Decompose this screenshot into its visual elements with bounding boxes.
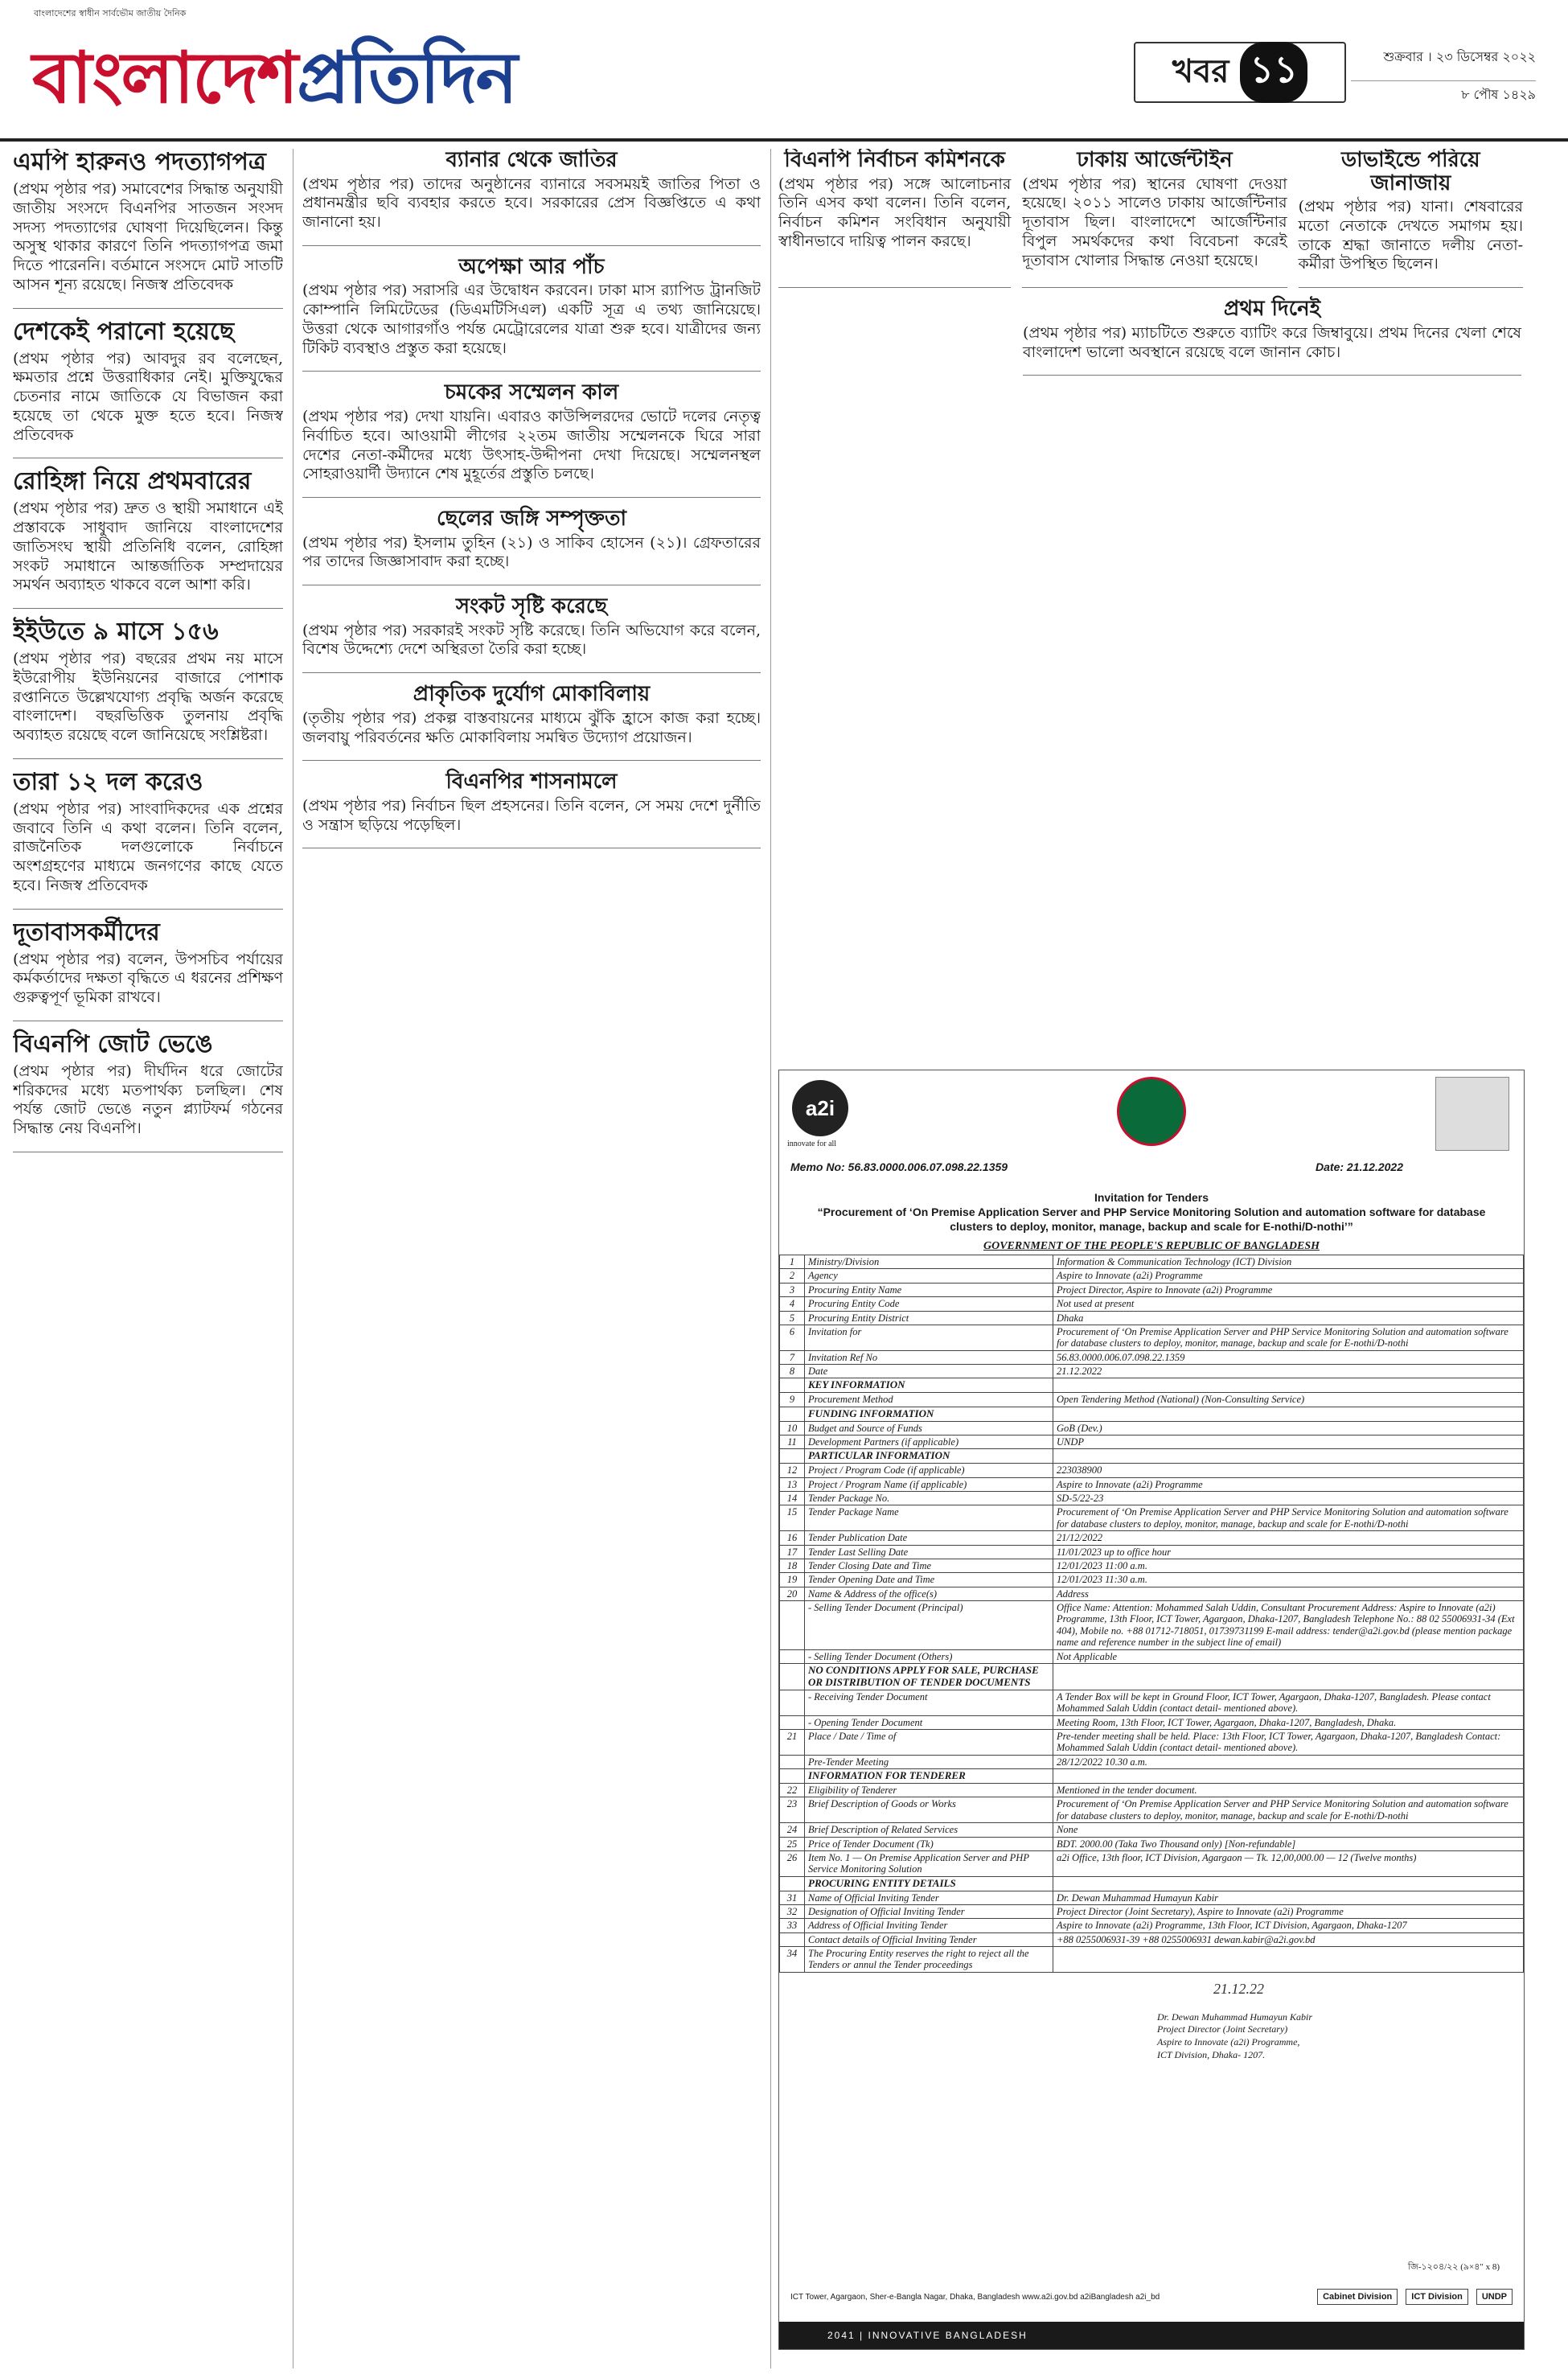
ad-code: জি-১২০৪/২২ (৯×৪" x 8) bbox=[1407, 2262, 1500, 2272]
tender-cell: Procuring Entity Code bbox=[805, 1297, 1053, 1311]
story-headline: ব্যানার থেকে জাতির bbox=[445, 149, 618, 172]
tender-row bbox=[780, 1797, 1524, 1823]
tender-cell: 22 bbox=[780, 1784, 805, 1797]
tender-row bbox=[780, 1587, 1524, 1600]
tender-cell: 7 bbox=[780, 1350, 805, 1364]
ad-footer bbox=[779, 2277, 1524, 2317]
news-story[interactable] bbox=[302, 256, 761, 372]
tender-cell: 56.83.0000.006.07.098.22.1359 bbox=[1053, 1350, 1524, 1364]
tender-cell: - Selling Tender Document (Others) bbox=[805, 1649, 1053, 1663]
tender-row bbox=[780, 1255, 1524, 1269]
tender-row bbox=[780, 1407, 1524, 1421]
tender-cell: Place / Date / Time of bbox=[805, 1729, 1053, 1755]
story-body: (প্রথম পৃষ্ঠার পর) স্থানের ঘোষণা দেওয়া হয়েছে। ২০১১ সালেও ঢাকায় আর্জেন্টিনার দূতাবাস ছিল। বাংলাদেশে আর্জেন্টিনার বিপুল সমর্থকদের কথা বিবেচনা করেই দূতাবাস খোলার সিদ্ধান্ত নেওয়া হয়েছে। bbox=[1022, 175, 1287, 269]
tender-cell: PROCURING ENTITY DETAILS bbox=[805, 1876, 1053, 1891]
tender-cell bbox=[1053, 1407, 1524, 1421]
news-story[interactable] bbox=[13, 149, 283, 309]
tender-cell bbox=[780, 1601, 805, 1650]
tender-cell bbox=[1053, 1947, 1524, 1973]
tender-cell: 10 bbox=[780, 1421, 805, 1435]
tender-cell bbox=[780, 1649, 805, 1663]
tender-cell: Tender Opening Date and Time bbox=[805, 1573, 1053, 1587]
tender-cell: The Procuring Entity reserves the right to reject all the Tenders or annul the Tender proceedings bbox=[805, 1947, 1053, 1973]
a2i-logo: a2i bbox=[792, 1080, 848, 1136]
news-story[interactable] bbox=[13, 468, 283, 609]
tender-cell: Budget and Source of Funds bbox=[805, 1421, 1053, 1435]
signature-area bbox=[779, 1973, 1524, 2093]
tender-row bbox=[780, 1891, 1524, 1904]
news-story[interactable] bbox=[778, 149, 1011, 288]
story-body: (প্রথম পৃষ্ঠার পর) ইসলাম তুহিন (২১) ও সাকিব হোসেন (২১)। গ্রেফতারের পর তাদের জিজ্ঞাসাবাদ করা হচ্ছে। bbox=[302, 533, 761, 571]
story-headline: ঢাকায় আর্জেন্টাইন bbox=[1077, 149, 1233, 172]
newspaper-logo[interactable] bbox=[32, 24, 516, 142]
tender-cell: 2 bbox=[780, 1269, 805, 1283]
news-story[interactable] bbox=[302, 595, 761, 673]
date-bangla: ৮ পৌষ ১৪২৯ bbox=[1351, 80, 1536, 106]
tender-cell: 28/12/2022 10.30 a.m. bbox=[1053, 1755, 1524, 1768]
tender-row bbox=[780, 1492, 1524, 1505]
tender-row bbox=[780, 1393, 1524, 1407]
news-story[interactable] bbox=[302, 149, 761, 246]
tender-cell: Ministry/Division bbox=[805, 1255, 1053, 1269]
tender-cell: - Opening Tender Document bbox=[805, 1715, 1053, 1729]
tender-cell: 8 bbox=[780, 1365, 805, 1378]
news-story[interactable] bbox=[13, 919, 283, 1021]
tender-cell: 34 bbox=[780, 1947, 805, 1973]
tender-cell: 3 bbox=[780, 1283, 805, 1296]
tender-cell: BDT. 2000.00 (Taka Two Thousand only) [Non-refundable] bbox=[1053, 1837, 1524, 1850]
tender-cell: Procuring Entity Name bbox=[805, 1283, 1053, 1296]
tender-cell: Meeting Room, 13th Floor, ICT Tower, Agargaon, Dhaka-1207, Bangladesh, Dhaka. bbox=[1053, 1715, 1524, 1729]
memo-date: Date: 21.12.2022 bbox=[1316, 1160, 1403, 1173]
news-story[interactable] bbox=[302, 770, 761, 848]
tender-row bbox=[780, 1283, 1524, 1296]
news-story[interactable] bbox=[302, 507, 761, 585]
story-headline: ডাভাইন্ডে পরিয়ে জানাজায় bbox=[1341, 149, 1480, 195]
date-english: শুক্রবার । ২৩ ডিসেম্বর ২০২২ bbox=[1383, 49, 1536, 64]
tender-cell: 20 bbox=[780, 1587, 805, 1600]
tender-cell: Dr. Dewan Muhammad Humayun Kabir bbox=[1053, 1891, 1524, 1904]
footer-logos bbox=[1317, 2289, 1513, 2305]
tender-cell bbox=[780, 1378, 805, 1393]
tender-cell bbox=[1053, 1876, 1524, 1891]
column-1 bbox=[13, 149, 283, 2368]
tender-cell: 24 bbox=[780, 1823, 805, 1837]
tender-cell: 31 bbox=[780, 1891, 805, 1904]
tender-row bbox=[780, 1904, 1524, 1918]
tender-row bbox=[780, 1365, 1524, 1378]
tender-cell: Agency bbox=[805, 1269, 1053, 1283]
tender-cell: 12/01/2023 11:30 a.m. bbox=[1053, 1573, 1524, 1587]
government-seal-icon bbox=[1117, 1077, 1186, 1146]
tender-cell: KEY INFORMATION bbox=[805, 1378, 1053, 1393]
masthead bbox=[0, 0, 1568, 161]
tender-row bbox=[780, 1784, 1524, 1797]
story-body: (প্রথম পৃষ্ঠার পর) নির্বাচন ছিল প্রহসনের। তিনি বলেন, সে সময় দেশে দুর্নীতি ও সন্ত্রাস ছড়িয়ে পড়েছিল। bbox=[302, 796, 761, 834]
signatory-block bbox=[1157, 2011, 1312, 2061]
tender-cell bbox=[780, 1769, 805, 1784]
tender-cell: 4 bbox=[780, 1297, 805, 1311]
signature: 21.12.22 bbox=[1213, 1980, 1264, 1997]
section-name: খবর bbox=[1172, 52, 1229, 90]
tender-cell: 16 bbox=[780, 1531, 805, 1545]
tender-cell: 11/01/2023 up to office hour bbox=[1053, 1545, 1524, 1559]
tender-cell: Procurement of ‘On Premise Application Server and PHP Service Monitoring Solution and automation software for database clusters to deploy, monitor, manage, backup and scale for E-nothi/D-nothi bbox=[1053, 1505, 1524, 1531]
tender-cell: - Receiving Tender Document bbox=[805, 1690, 1053, 1715]
tender-cell: 18 bbox=[780, 1559, 805, 1572]
news-story[interactable] bbox=[13, 769, 283, 910]
tender-row bbox=[780, 1505, 1524, 1531]
tender-cell: 9 bbox=[780, 1393, 805, 1407]
tender-row bbox=[780, 1663, 1524, 1690]
tender-cell: Tender Closing Date and Time bbox=[805, 1559, 1053, 1572]
tender-cell: Invitation Ref No bbox=[805, 1350, 1053, 1364]
story-body: (প্রথম পৃষ্ঠার পর) আবদুর রব বলেছেন, ক্ষমতার প্রশ্নে উত্তরাধিকার নেই। মুক্তিযুদ্ধের চেতনার নামে জাতিকে যে বিভাজন করা হয়েছে তা থেকে মুক্ত হতে হবে। নিজস্ব প্রতিবেদক bbox=[13, 349, 283, 444]
news-story[interactable] bbox=[13, 1031, 283, 1152]
tender-cell: Designation of Official Inviting Tender bbox=[805, 1904, 1053, 1918]
tender-cell bbox=[1053, 1769, 1524, 1784]
tender-cell: GoB (Dev.) bbox=[1053, 1421, 1524, 1435]
story-body: (প্রথম পৃষ্ঠার পর) দেখা যায়নি। এবারও কাউন্সিলরদের ভোটে দলের নেতৃত্ব নির্বাচিত হবে। আওয়ামী লীগের ২২তম জাতীয় সম্মেলনকে ঘিরে সারা দেশের নেতা-কর্মীদের মধ্যে উৎসাহ-উদ্দীপনা দেখা দিয়েছে। সম্মেলনস্থল সোহরাওয়ার্দী উদ্যানে শেষ মুহূর্তের প্রস্তুতি চলছে। bbox=[302, 408, 761, 483]
tender-cell: 5 bbox=[780, 1311, 805, 1325]
story-body: (প্রথম পৃষ্ঠার পর) সরাসরি এর উদ্বোধন করবেন। ঢাকা মাস র‍্যাপিড ট্রানজিট কোম্পানি লিমিটেডের (ডিএমটিসিএল) একটি সূত্র এ তথ্য জানিয়েছে। উত্তরা থেকে আগারগাঁও পর্যন্ত মেট্রোরেলের যাত্রা শুরু হবে। যাত্রীদের জন্য টিকিট ব্যবস্থাও প্রস্তুত করা হয়েছে। bbox=[302, 281, 761, 357]
tender-cell bbox=[780, 1932, 805, 1946]
tender-cell: 21.12.2022 bbox=[1053, 1365, 1524, 1378]
story-body: (তৃতীয় পৃষ্ঠার পর) প্রকল্প বাস্তবায়নের মাধ্যমে ঝুঁকি হ্রাসে কাজ করা হচ্ছে। জলবায়ু পরিবর্তনের ক্ষতি মোকাবিলায় সমন্বিত উদ্যোগ প্রয়োজন। bbox=[302, 709, 761, 746]
tender-cell: PARTICULAR INFORMATION bbox=[805, 1449, 1053, 1464]
story-body: (প্রথম পৃষ্ঠার পর) তাদের অনুষ্ঠানের ব্যানারে সবসময়ই জাতির পিতা ও প্রধানমন্ত্রীর ছবি ব্যবহার করতে হবে। সরকারের প্রেস বিজ্ঞপ্তিতে এ কথা জানানো হয়। bbox=[302, 175, 761, 232]
story-body: (প্রথম পৃষ্ঠার পর) দ্রুত ও স্থায়ী সমাধানে এই প্রস্তাবকে সাধুবাদ জানিয়ে বাংলাদেশের জাতিসংঘ স্থায়ী প্রতিনিধি বলেন, রোহিঙ্গা সংকট সমাধানে আন্তর্জাতিক সম্প্রদায়ের সমর্থন অব্যাহত থাকবে বলে আশা করি। bbox=[13, 499, 283, 594]
tender-row bbox=[780, 1311, 1524, 1325]
story-body: (প্রথম পৃষ্ঠার পর) বলেন, উপসচিব পর্যায়ের কর্মকর্তাদের দক্ষতা বৃদ্ধিতে এ ধরনের প্রশিক্ষণ গুরুত্বপূর্ণ ভূমিকা রাখবে। bbox=[13, 950, 283, 1006]
news-story[interactable] bbox=[1299, 149, 1523, 288]
news-story[interactable] bbox=[302, 381, 761, 498]
tender-cell: Office Name: Attention: Mohammed Salah Uddin, Consultant Procurement Address: Aspire to Innovate (a2i) Programme, 13th Floor, ICT Tower, Agargaon, Dhaka-1207, Bangladesh Telephone No.: 88 02 55006931-34 (Ext 404), Mobile no. +88 01712-718051, 01739731199 E-mail address: tender@a2i.gov.bd (please mention package name and reference number in the subject line of email) bbox=[1053, 1601, 1524, 1650]
tender-cell: 11 bbox=[780, 1435, 805, 1449]
tender-cell bbox=[780, 1690, 805, 1715]
story-headline: রোহিঙ্গা নিয়ে প্রথমবারের bbox=[13, 467, 252, 496]
government-heading: GOVERNMENT OF THE PEOPLE'S REPUBLIC OF BANGLADESH bbox=[983, 1240, 1320, 1252]
a2i-tagline: innovate for all bbox=[787, 1140, 837, 1148]
tender-table bbox=[779, 1255, 1524, 1973]
tender-cell: Item No. 1 — On Premise Application Server and PHP Service Monitoring Solution bbox=[805, 1850, 1053, 1876]
tender-row bbox=[780, 1297, 1524, 1311]
story-body: (প্রথম পৃষ্ঠার পর) সরকারই সংকট সৃষ্টি করেছে। তিনি অভিযোগ করে বলেন, বিশেষ উদ্দেশ্যে দেশে অস্থিরতা তৈরি করা হচ্ছে। bbox=[302, 621, 761, 659]
tender-cell: Tender Package No. bbox=[805, 1492, 1053, 1505]
tender-cell: SD-5/22-23 bbox=[1053, 1492, 1524, 1505]
story-body: (প্রথম পৃষ্ঠার পর) সঙ্গে আলোচনার তিনি এসব কথা বলেন। তিনি বলেন, নির্বাচন কমিশন সংবিধান অনুযায়ী স্বাধীনভাবে দায়িত্ব পালন করছে। bbox=[778, 175, 1012, 250]
tender-cell: Brief Description of Related Services bbox=[805, 1823, 1053, 1837]
tender-cell: Aspire to Innovate (a2i) Programme bbox=[1053, 1269, 1524, 1283]
tender-cell: Invitation for bbox=[805, 1325, 1053, 1350]
tender-cell: +88 0255006931-39 +88 0255006931 dewan.kabir@a2i.gov.bd bbox=[1053, 1932, 1524, 1946]
tender-cell: Tender Publication Date bbox=[805, 1531, 1053, 1545]
tender-cell: 33 bbox=[780, 1919, 805, 1932]
tender-cell bbox=[1053, 1378, 1524, 1393]
story-body: (প্রথম পৃষ্ঠার পর) দীর্ঘদিন ধরে জোটের শরিকদের মধ্যে মতপার্থক্য চলছিল। শেষ পর্যন্ত জোট ভেঙে নতুন প্ল্যাটফর্ম গঠনের সিদ্ধান্ত নেয় বিএনপি। bbox=[13, 1062, 283, 1137]
logo-part2: প্রতিদিন bbox=[297, 36, 516, 119]
story-body: (প্রথম পৃষ্ঠার পর) বছরের প্রথম নয় মাসে ইউরোপীয় ইউনিয়নের বাজারে পোশাক রপ্তানিতে উল্লেখযোগ্য প্রবৃদ্ধি অর্জন করেছে বাংলাদেশ। বছরভিত্তিক তুলনায় প্রবৃদ্ধি অব্যাহত রয়েছে বলে জানিয়েছে সংশ্লিষ্টরা। bbox=[13, 650, 283, 744]
tender-row bbox=[780, 1464, 1524, 1477]
story-headline: তারা ১২ দল করেও bbox=[13, 767, 203, 796]
story-headline: দেশকেই পরানো হয়েছে bbox=[13, 317, 235, 346]
tender-advertisement bbox=[778, 1070, 1525, 2350]
tender-cell: 12 bbox=[780, 1464, 805, 1477]
undp-logo: UNDP bbox=[1476, 2289, 1513, 2305]
tender-row bbox=[780, 1837, 1524, 1850]
top-stories-row bbox=[778, 149, 1523, 298]
tender-cell: Eligibility of Tenderer bbox=[805, 1784, 1053, 1797]
tender-title: Invitation for Tenders bbox=[1094, 1191, 1209, 1204]
tender-cell: Procurement Method bbox=[805, 1393, 1053, 1407]
tender-row bbox=[780, 1573, 1524, 1587]
tender-cell: Aspire to Innovate (a2i) Programme bbox=[1053, 1477, 1524, 1491]
story-headline: সংকট সৃষ্টি করেছে bbox=[455, 594, 608, 619]
tender-row bbox=[780, 1269, 1524, 1283]
tender-row bbox=[780, 1449, 1524, 1464]
tender-cell: 15 bbox=[780, 1505, 805, 1531]
tender-cell: a2i Office, 13th floor, ICT Division, Agargaon — Tk. 12,00,000.00 — 12 (Twelve months) bbox=[1053, 1850, 1524, 1876]
story-body: (প্রথম পৃষ্ঠার পর) যানা। শেষবারের মতো নেতাকে দেখতে সমাগম হয়। তাকে শ্রদ্ধা জানাতে দলীয় নেতা-কর্মীরা উপস্থিত ছিলেন। bbox=[1298, 198, 1523, 273]
signatory-line: Aspire to Innovate (a2i) Programme, bbox=[1157, 2036, 1300, 2047]
tender-cell: 13 bbox=[780, 1477, 805, 1491]
story-body: (প্রথম পৃষ্ঠার পর) সাংবাদিকদের এক প্রশ্নের জবাবে তিনি এ কথা বলেন। তিনি বলেন, রাজনৈতিক দলগুলোকে নির্বাচনে অংশগ্রহণের মাধ্যমে জনগণের কাছে যেতে হবে। নিজস্ব প্রতিবেদক bbox=[13, 799, 283, 894]
tender-cell: Project Director, Aspire to Innovate (a2i) Programme bbox=[1053, 1283, 1524, 1296]
story-headline: বিএনপির শাসনামলে bbox=[445, 770, 618, 795]
tender-cell bbox=[780, 1755, 805, 1768]
tender-row bbox=[780, 1823, 1524, 1837]
news-story[interactable] bbox=[1022, 149, 1287, 288]
tender-cell: 26 bbox=[780, 1850, 805, 1876]
tender-row bbox=[780, 1601, 1524, 1650]
tender-cell: Address of Official Inviting Tender bbox=[805, 1919, 1053, 1932]
tender-cell bbox=[1053, 1663, 1524, 1690]
tender-cell bbox=[780, 1876, 805, 1891]
tender-cell bbox=[780, 1449, 805, 1464]
tender-row bbox=[780, 1559, 1524, 1572]
signatory-line: Project Director (Joint Secretary) bbox=[1157, 2023, 1288, 2035]
story-headline: চমকের সম্মেলন কাল bbox=[444, 380, 619, 405]
tender-row bbox=[780, 1919, 1524, 1932]
tender-cell: FUNDING INFORMATION bbox=[805, 1407, 1053, 1421]
cabinet-division-logo: Cabinet Division bbox=[1317, 2289, 1398, 2305]
story-body: (প্রথম পৃষ্ঠার পর) সমাবেশের সিদ্ধান্ত অনুযায়ী জাতীয় সংসদে বিএনপির সাতজন সংসদ সদস্য পদত্যাগের ঘোষণা দিয়েছিলেন। কিন্তু অসুস্থ থাকার কারণে তিনি পদত্যাগপত্র জমা দিতে পারেননি। বর্তমানে সংসদে মোট সাতটি আসন শূন্য রয়েছে। নিজস্ব প্রতিবেদক bbox=[13, 180, 283, 294]
column-3 bbox=[778, 149, 1523, 1058]
tender-row bbox=[780, 1729, 1524, 1755]
tender-cell: Contact details of Official Inviting Tender bbox=[805, 1932, 1053, 1946]
tender-cell: 6 bbox=[780, 1325, 805, 1350]
tender-cell: Aspire to Innovate (a2i) Programme, 13th Floor, ICT Division, Agargaon, Dhaka-1207 bbox=[1053, 1919, 1524, 1932]
tender-row bbox=[780, 1715, 1524, 1729]
tender-cell: Pre-Tender Meeting bbox=[805, 1755, 1053, 1768]
story-headline: অপেক্ষা আর পাঁচ bbox=[458, 254, 605, 279]
tender-cell: INFORMATION FOR TENDERER bbox=[805, 1769, 1053, 1784]
tender-cell: 21 bbox=[780, 1729, 805, 1755]
tender-cell: Project / Program Name (if applicable) bbox=[805, 1477, 1053, 1491]
page-number: ১১ bbox=[1240, 42, 1307, 103]
story-headline: প্রথম দিনেই bbox=[1223, 297, 1321, 322]
tender-row bbox=[780, 1477, 1524, 1491]
tender-cell: Project / Program Code (if applicable) bbox=[805, 1464, 1053, 1477]
story-headline: প্রাকৃতিক দুর্যোগ মোকাবিলায় bbox=[413, 682, 651, 707]
tender-row bbox=[780, 1876, 1524, 1891]
tender-cell: Procurement of ‘On Premise Application Server and PHP Service Monitoring Solution and automation software for database clusters to deploy, monitor, manage, backup and scale for E-nothi/D-nothi bbox=[1053, 1325, 1524, 1350]
tender-cell: 223038900 bbox=[1053, 1464, 1524, 1477]
tender-cell bbox=[780, 1407, 805, 1421]
memo-number: Memo No: 56.83.0000.006.07.098.22.1359 bbox=[790, 1160, 1008, 1173]
signatory-line: Dr. Dewan Muhammad Humayun Kabir bbox=[1157, 2011, 1312, 2023]
tender-row bbox=[780, 1325, 1524, 1350]
tender-cell: Tender Package Name bbox=[805, 1505, 1053, 1531]
tender-cell: Procuring Entity District bbox=[805, 1311, 1053, 1325]
ict-division-logo: ICT Division bbox=[1406, 2289, 1468, 2305]
tender-cell: UNDP bbox=[1053, 1435, 1524, 1449]
tender-cell: Date bbox=[805, 1365, 1053, 1378]
tender-cell bbox=[780, 1663, 805, 1690]
story-headline: বিএনপি নির্বাচন কমিশনকে bbox=[784, 149, 1005, 172]
ad-bottom-bar: 2041 | INNOVATIVE BANGLADESH bbox=[779, 2322, 1525, 2349]
tender-cell: None bbox=[1053, 1823, 1524, 1837]
section-badge bbox=[1134, 42, 1346, 103]
tender-cell: Information & Communication Technology (ICT) Division bbox=[1053, 1255, 1524, 1269]
tender-cell: 19 bbox=[780, 1573, 805, 1587]
tender-cell bbox=[780, 1715, 805, 1729]
tender-row bbox=[780, 1690, 1524, 1715]
tender-row bbox=[780, 1350, 1524, 1364]
tender-cell: Dhaka bbox=[1053, 1311, 1524, 1325]
tagline: বাংলাদেশের স্বাধীন সার্বভৌম জাতীয় দৈনিক bbox=[34, 8, 187, 18]
tender-cell: Not Applicable bbox=[1053, 1649, 1524, 1663]
footer-contact[interactable]: ICT Tower, Agargaon, Sher-e-Bangla Nagar, Dhaka, Bangladesh www.a2i.gov.bd a2iBangladesh a2i_bd bbox=[790, 2292, 1160, 2302]
tender-cell: 1 bbox=[780, 1255, 805, 1269]
tender-cell: Project Director (Joint Secretary), Aspire to Innovate (a2i) Programme bbox=[1053, 1904, 1524, 1918]
tender-cell: 23 bbox=[780, 1797, 805, 1823]
tender-cell: NO CONDITIONS APPLY FOR SALE, PURCHASE OR DISTRIBUTION OF TENDER DOCUMENTS bbox=[805, 1663, 1053, 1690]
tender-cell: Name of Official Inviting Tender bbox=[805, 1891, 1053, 1904]
tender-cell: Open Tendering Method (National) (Non-Consulting Service) bbox=[1053, 1393, 1524, 1407]
logo-part1: বাংলাদেশ bbox=[32, 36, 298, 119]
tender-cell bbox=[1053, 1449, 1524, 1464]
tender-row bbox=[780, 1947, 1524, 1973]
tender-row bbox=[780, 1545, 1524, 1559]
tender-row bbox=[780, 1932, 1524, 1946]
tender-subtitle: “Procurement of ‘On Premise Application Server and PHP Service Monitoring Solution and automation software for database clusters to deploy, monitor, manage, backup and scale for E-nothi/D-nothi’” bbox=[817, 1205, 1486, 1233]
tender-cell: Not used at present bbox=[1053, 1297, 1524, 1311]
tender-cell: 21/12/2022 bbox=[1053, 1531, 1524, 1545]
tender-row bbox=[780, 1378, 1524, 1393]
tender-row bbox=[780, 1755, 1524, 1768]
column-divider bbox=[770, 149, 771, 2368]
tender-cell: Brief Description of Goods or Works bbox=[805, 1797, 1053, 1823]
story-headline: ছেলের জঙ্গি সম্পৃক্ততা bbox=[436, 507, 627, 532]
tender-row bbox=[780, 1531, 1524, 1545]
tender-cell: Procurement of ‘On Premise Application Server and PHP Service Monitoring Solution and automation software for database clusters to deploy, monitor, manage, backup and scale for E-nothi/D-nothi bbox=[1053, 1797, 1524, 1823]
tender-cell: Name & Address of the office(s) bbox=[805, 1587, 1053, 1600]
tender-cell: Pre-tender meeting shall be held. Place: 13th Floor, ICT Tower, Agargaon, Dhaka-1207, Bangladesh Contact: Mohammed Salah Uddin (contact detail- mentioned above). bbox=[1053, 1729, 1524, 1755]
tender-cell: - Selling Tender Document (Principal) bbox=[805, 1601, 1053, 1650]
story-headline: ইইউতে ৯ মাসে ১৫৬ bbox=[13, 618, 219, 646]
column-2 bbox=[302, 149, 761, 2368]
tender-cell: Development Partners (if applicable) bbox=[805, 1435, 1053, 1449]
story-headline: বিএনপি জোট ভেঙে bbox=[13, 1029, 213, 1058]
tender-cell: A Tender Box will be kept in Ground Floor, ICT Tower, Agargaon, Dhaka-1207, Bangladesh. Please contact Mohammed Salah Uddin (contact detail- mentioned above). bbox=[1053, 1690, 1524, 1715]
tender-row bbox=[780, 1649, 1524, 1663]
tender-cell: 25 bbox=[780, 1837, 805, 1850]
tender-cell: 14 bbox=[780, 1492, 805, 1505]
tender-cell: 32 bbox=[780, 1904, 805, 1918]
signatory-line: ICT Division, Dhaka- 1207. bbox=[1157, 2048, 1266, 2060]
story-headline: দূতাবাসকর্মীদের bbox=[13, 918, 160, 947]
story-headline: এমপি হারুনও পদত্যাগপত্র bbox=[13, 149, 266, 176]
tender-cell: Address bbox=[1053, 1587, 1524, 1600]
news-story[interactable] bbox=[13, 318, 283, 459]
news-story[interactable] bbox=[1023, 298, 1521, 376]
tender-row bbox=[780, 1435, 1524, 1449]
masthead-rule bbox=[0, 138, 1568, 142]
story-body: (প্রথম পৃষ্ঠার পর) ম্যাচটিতে শুরুতে ব্যাটিং করে জিম্বাবুয়ে। প্রথম দিনের খেলা শেষে বাংলাদেশ ভালো অবস্থানে রয়েছে বলে জানান কোচ। bbox=[1023, 323, 1521, 361]
news-story[interactable] bbox=[302, 683, 761, 761]
tender-cell: Tender Last Selling Date bbox=[805, 1545, 1053, 1559]
tender-row bbox=[780, 1769, 1524, 1784]
ad-header bbox=[779, 1070, 1524, 1191]
news-story[interactable] bbox=[13, 618, 283, 759]
tender-row bbox=[780, 1850, 1524, 1876]
portrait-image bbox=[1435, 1077, 1509, 1151]
tender-cell: 17 bbox=[780, 1545, 805, 1559]
tender-cell: 12/01/2023 11:00 a.m. bbox=[1053, 1559, 1524, 1572]
tender-cell: Price of Tender Document (Tk) bbox=[805, 1837, 1053, 1850]
tender-row bbox=[780, 1421, 1524, 1435]
tender-cell: Mentioned in the tender document. bbox=[1053, 1784, 1524, 1797]
